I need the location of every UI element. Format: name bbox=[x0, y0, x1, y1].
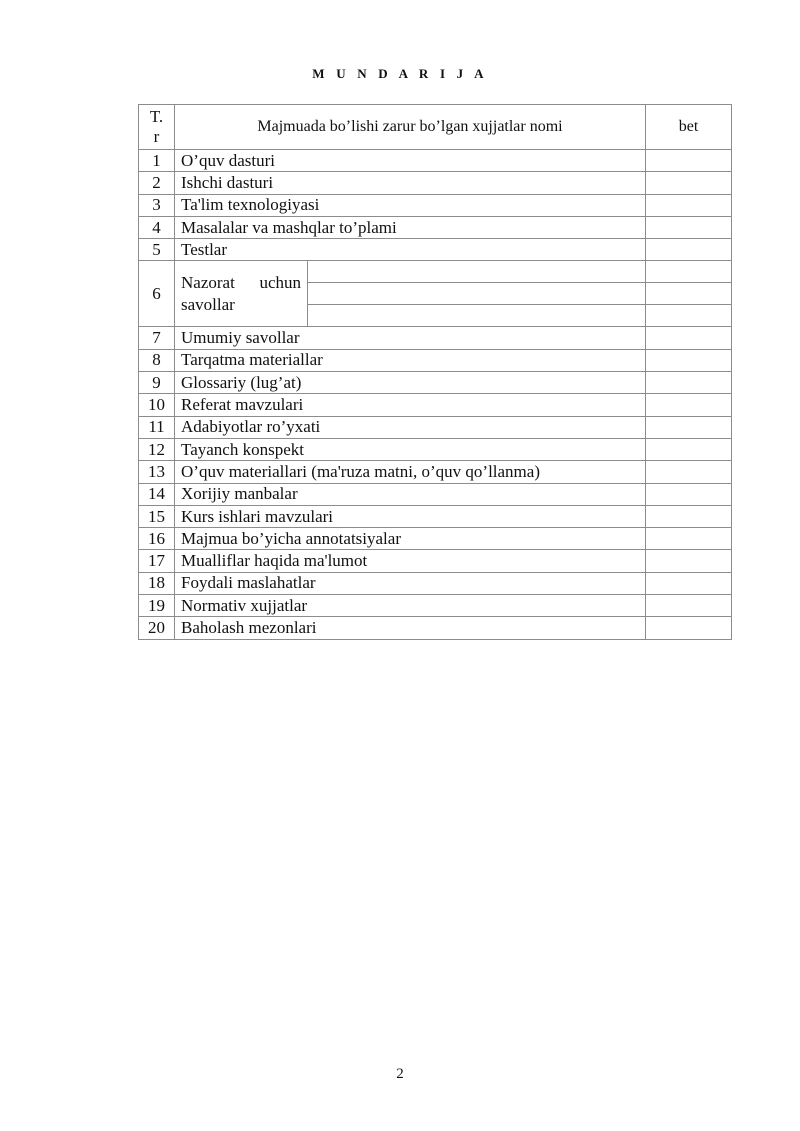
row-title: Nazorat uchun savollar bbox=[175, 261, 308, 327]
row-title: Tarqatma materiallar bbox=[175, 349, 646, 371]
row-number: 11 bbox=[139, 416, 175, 438]
row-title: Testlar bbox=[175, 239, 646, 261]
row-page bbox=[646, 150, 732, 172]
row-number: 1 bbox=[139, 150, 175, 172]
table-row bbox=[139, 505, 732, 527]
header-number-label: T. r bbox=[149, 107, 164, 146]
page-number: 2 bbox=[396, 1066, 404, 1082]
row-page bbox=[646, 194, 732, 216]
row-page bbox=[646, 528, 732, 550]
row-page bbox=[646, 572, 732, 594]
row-number: 20 bbox=[139, 617, 175, 639]
table-row bbox=[139, 617, 732, 639]
row-title: Kurs ishlari mavzulari bbox=[175, 505, 646, 527]
row-title: Foydali maslahatlar bbox=[175, 572, 646, 594]
table-row bbox=[139, 572, 732, 594]
row-number: 8 bbox=[139, 349, 175, 371]
table-row bbox=[139, 528, 732, 550]
row-title: O’quv dasturi bbox=[175, 150, 646, 172]
row-title: Glossariy (lug’at) bbox=[175, 372, 646, 394]
row-page bbox=[646, 349, 732, 371]
row-title: Normativ xujjatlar bbox=[175, 595, 646, 617]
row-number: 3 bbox=[139, 194, 175, 216]
table-row bbox=[139, 216, 732, 238]
table-row bbox=[139, 372, 732, 394]
row-page bbox=[646, 461, 732, 483]
table-row bbox=[139, 394, 732, 416]
row-title: Xorijiy manbalar bbox=[175, 483, 646, 505]
row-title: Referat mavzulari bbox=[175, 394, 646, 416]
row-title: Ta'lim texnologiyasi bbox=[175, 194, 646, 216]
row-title: Adabiyotlar ro’yxati bbox=[175, 416, 646, 438]
row-subitem bbox=[308, 283, 646, 305]
row-title: Umumiy savollar bbox=[175, 327, 646, 349]
header-page: bet bbox=[646, 105, 732, 150]
row-number: 13 bbox=[139, 461, 175, 483]
table-header-row bbox=[139, 105, 732, 150]
row-number: 9 bbox=[139, 372, 175, 394]
row-number: 15 bbox=[139, 505, 175, 527]
table-row bbox=[139, 261, 732, 283]
row-number: 5 bbox=[139, 239, 175, 261]
row-page bbox=[646, 283, 732, 305]
row-title: Masalalar va mashqlar to’plami bbox=[175, 216, 646, 238]
row-page bbox=[646, 261, 732, 283]
row-title: Tayanch konspekt bbox=[175, 438, 646, 460]
table-row bbox=[139, 461, 732, 483]
row-subitem bbox=[308, 305, 646, 327]
row-page bbox=[646, 483, 732, 505]
row-title: Baholash mezonlari bbox=[175, 617, 646, 639]
row-page bbox=[646, 239, 732, 261]
row-number: 4 bbox=[139, 216, 175, 238]
row-title: Majmua bo’yicha annotatsiyalar bbox=[175, 528, 646, 550]
table-row bbox=[139, 172, 732, 194]
table-row bbox=[139, 194, 732, 216]
row-number: 14 bbox=[139, 483, 175, 505]
table-row bbox=[139, 150, 732, 172]
row-page bbox=[646, 617, 732, 639]
row-page bbox=[646, 438, 732, 460]
row-number: 12 bbox=[139, 438, 175, 460]
row-page bbox=[646, 394, 732, 416]
row-number: 2 bbox=[139, 172, 175, 194]
table-row bbox=[139, 349, 732, 371]
row-page bbox=[646, 216, 732, 238]
table-row bbox=[139, 416, 732, 438]
row-page bbox=[646, 505, 732, 527]
row-page bbox=[646, 372, 732, 394]
row-title: Mualliflar haqida ma'lumot bbox=[175, 550, 646, 572]
row-number: 7 bbox=[139, 327, 175, 349]
row-number: 16 bbox=[139, 528, 175, 550]
table-row bbox=[139, 239, 732, 261]
header-name: Majmuada bo’lishi zarur bo’lgan xujjatlar nomi bbox=[175, 105, 646, 150]
row-number: 18 bbox=[139, 572, 175, 594]
row-subitem bbox=[308, 261, 646, 283]
row-page bbox=[646, 305, 732, 327]
row-number: 17 bbox=[139, 550, 175, 572]
row-page bbox=[646, 550, 732, 572]
row-title: Ishchi dasturi bbox=[175, 172, 646, 194]
row-page bbox=[646, 327, 732, 349]
table-row bbox=[139, 327, 732, 349]
contents-table bbox=[138, 104, 732, 640]
document-title: M U N D A R I J A bbox=[312, 66, 488, 81]
row-number: 6 bbox=[139, 261, 175, 327]
table-row bbox=[139, 595, 732, 617]
row-page bbox=[646, 172, 732, 194]
table-row bbox=[139, 438, 732, 460]
header-number bbox=[139, 105, 175, 150]
row-number: 10 bbox=[139, 394, 175, 416]
row-page bbox=[646, 416, 732, 438]
table-row bbox=[139, 483, 732, 505]
row-page bbox=[646, 595, 732, 617]
row-number: 19 bbox=[139, 595, 175, 617]
row-title: O’quv materiallari (ma'ruza matni, o’quv qo’llanma) bbox=[175, 461, 646, 483]
table-row bbox=[139, 550, 732, 572]
